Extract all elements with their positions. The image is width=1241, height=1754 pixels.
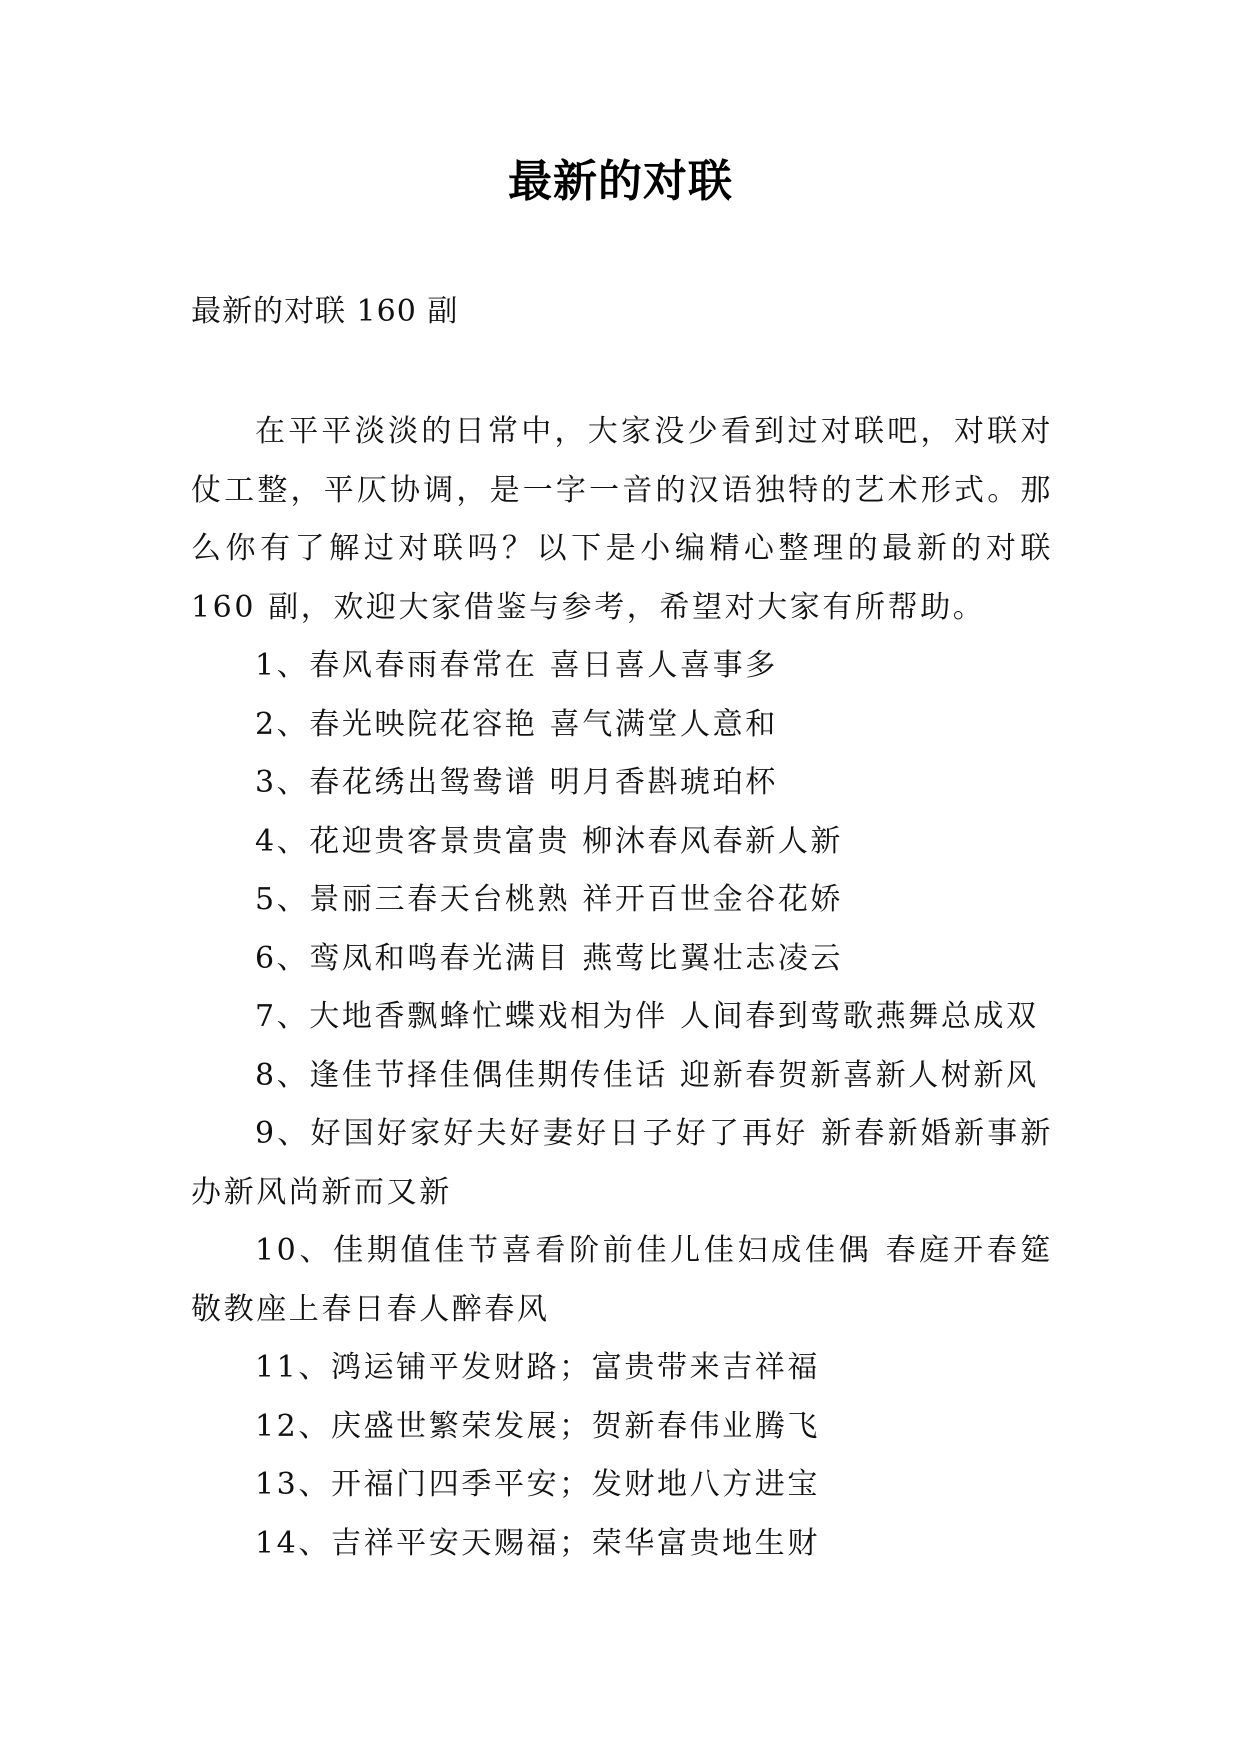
intro-paragraph: 在平平淡淡的日常中，大家没少看到过对联吧，对联对仗工整，平仄协调，是一字一音的汉语独特的艺术形式。那么你有了解过对联吗？以下是小编精心整理的最新的对联 160 副，欢迎大家借鉴与参考，希望对大家有所帮助。 xyxy=(191,414,1053,625)
couplet-item: 5、景丽三春天台桃熟 祥开百世金谷花娇 xyxy=(255,882,844,917)
couplet-item: 13、开福门四季平安；发财地八方进宝 xyxy=(255,1467,820,1502)
couplet-item: 6、鸾凤和鸣春光满目 燕莺比翼壮志凌云 xyxy=(255,940,844,976)
couplet-item: 2、春光映院花容艳 喜气满堂人意和 xyxy=(255,706,778,742)
couplet-item: 9、好国好家好夫好妻好日子好了再好 新春新婚新事新办新风尚新而又新 xyxy=(191,1116,1053,1210)
couplet-item: 14、吉祥平安天赐福；荣华富贵地生财 xyxy=(255,1525,820,1561)
couplet-item: 8、逢佳节择佳偶佳期传佳话 迎新春贺新喜新人树新风 xyxy=(255,1057,1039,1093)
couplet-item: 3、春花绣出鸳鸯谱 明月香斟琥珀杯 xyxy=(255,765,778,800)
couplet-item: 10、佳期值佳节喜看阶前佳儿佳妇成佳偶 春庭开春筵敬教座上春日春人醉春风 xyxy=(191,1233,1053,1327)
couplet-item: 12、庆盛世繁荣发展；贺新春伟业腾飞 xyxy=(255,1408,820,1444)
document-title: 最新的对联 xyxy=(508,156,733,207)
document-subtitle: 最新的对联 160 副 xyxy=(191,294,459,329)
couplet-item: 7、大地香飘蜂忙蝶戏相为伴 人间春到莺歌燕舞总成双 xyxy=(255,999,1039,1034)
couplet-item: 11、鸿运铺平发财路；富贵带来吉祥福 xyxy=(255,1350,820,1385)
document-body xyxy=(191,403,1053,1573)
couplet-item: 4、花迎贵客景贵富贵 柳沐春风春新人新 xyxy=(255,823,844,859)
couplet-item: 1、春风春雨春常在 喜日喜人喜事多 xyxy=(255,648,778,683)
